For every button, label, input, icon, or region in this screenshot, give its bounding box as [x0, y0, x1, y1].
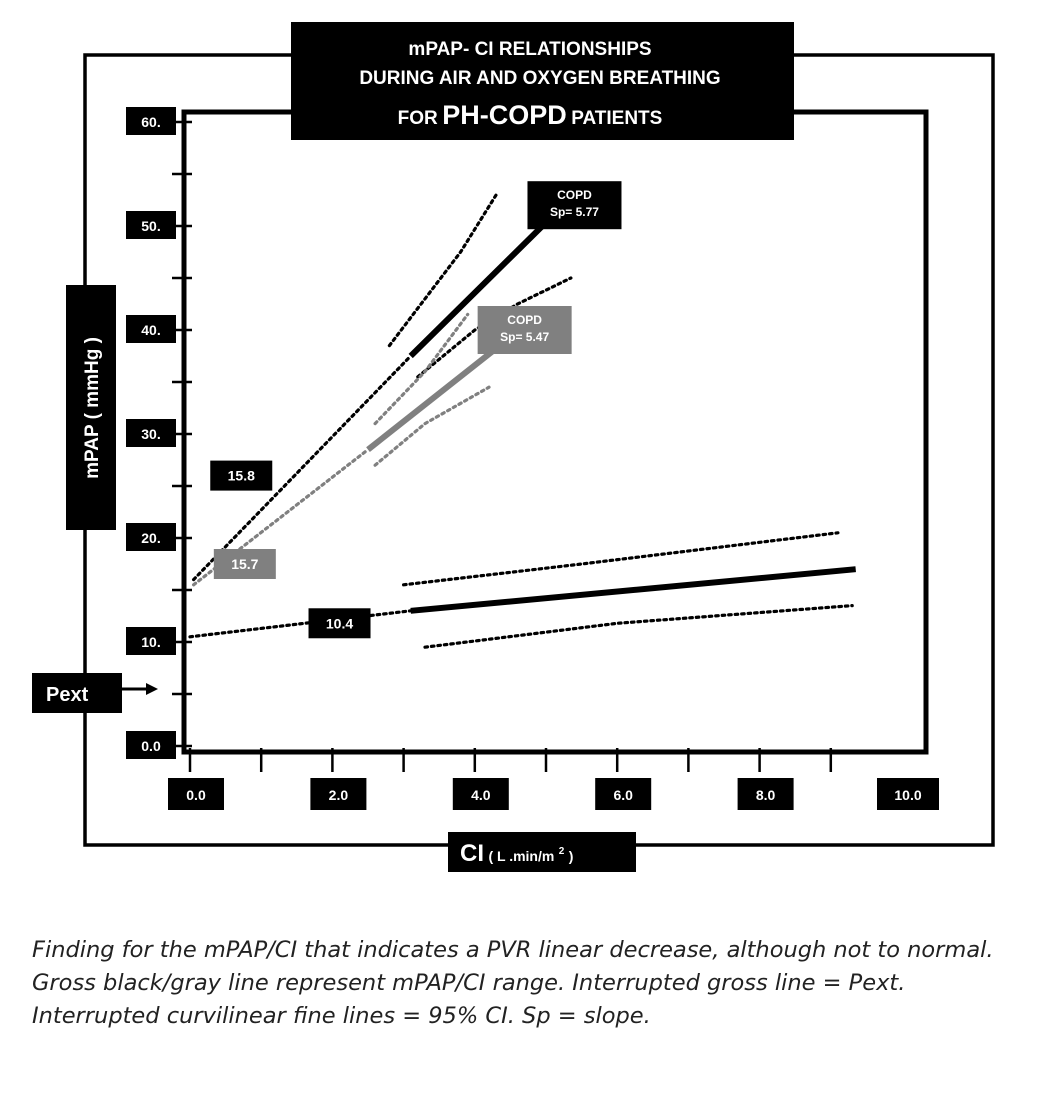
y-tick-label: [126, 523, 176, 551]
x-tick-text: 0.0: [186, 787, 206, 803]
figure-caption: [32, 934, 1022, 1033]
x-label-unit: ( L .min/m: [488, 848, 555, 864]
y-tick-text: 40.: [141, 322, 161, 338]
pext-label: Pext: [46, 684, 89, 706]
x-tick-text: 6.0: [613, 787, 633, 803]
annotation-text: COPD: [507, 313, 542, 327]
x-tick-label: [310, 778, 366, 810]
y-tick-labels: [126, 107, 176, 759]
title-line-3-suffix: PATIENTS: [571, 108, 663, 129]
x-tick-text: 4.0: [471, 787, 491, 803]
x-tick-text: 2.0: [328, 787, 349, 803]
y-tick-label: [126, 627, 176, 655]
y-tick-label: [126, 211, 176, 239]
annotation-text: Sp= 5.77: [549, 205, 599, 220]
caption-text: Finding for the mPAP/CI that indicates a PVR linear decrease, although not to normal. Gross black/gray line represent mPAP/CI range. Interrupted gross line = Pext. Interrupted curvilinear fine lines = 95% CI. Sp = slope.: [32, 937, 994, 1030]
x-label-main: CI: [460, 840, 484, 867]
pext-marker: [32, 673, 158, 713]
annotation-text: COPD: [557, 188, 592, 203]
title-line-3-prefix: FOR: [397, 108, 438, 129]
x-tick-labels: [168, 778, 939, 810]
series-normal-ci-lower: [425, 606, 852, 648]
x-tick-label: [453, 778, 509, 810]
x-label-unit-sup: 2: [558, 846, 565, 857]
annotation-text: 15.7: [231, 556, 259, 572]
x-tick-label: [738, 778, 794, 810]
x-tick-text: 8.0: [755, 787, 776, 803]
y-tick-label: [126, 419, 176, 447]
x-tick-text: 10.0: [894, 787, 922, 803]
y-tick-label: [126, 107, 176, 135]
x-tick-label: [168, 778, 224, 810]
y-tick-text: 50.: [141, 218, 161, 234]
y-label-text: mPAP ( mmHg ): [82, 337, 103, 479]
y-tick-label: [126, 731, 176, 759]
y-tick-text: 10.: [141, 634, 161, 650]
annotation-o2-slope: [478, 306, 572, 354]
y-axis-label: [66, 285, 116, 530]
outer-frame: [85, 55, 993, 845]
x-tick-label: [877, 778, 939, 810]
pext-arrow-head: [146, 683, 158, 695]
x-tick-label: [595, 778, 651, 810]
chart-title: [291, 22, 794, 140]
annotation-text: 10.4: [325, 615, 354, 632]
title-line-3-main: PH-COPD: [442, 100, 567, 130]
y-tick-text: 30.: [141, 426, 161, 442]
y-tick-text: 20.: [141, 530, 161, 546]
x-axis-label: [448, 832, 636, 872]
annotation-normal-intercept: [309, 608, 371, 638]
series-layer: [190, 195, 856, 647]
annotation-text: Sp= 5.47: [500, 330, 550, 344]
axis-ticks: [172, 122, 831, 772]
annotation-text: 15.8: [227, 467, 255, 484]
title-line-1: mPAP- CI RELATIONSHIPS: [408, 39, 652, 60]
annotation-air-slope: [527, 181, 621, 229]
x-label-unit-close: ): [568, 848, 574, 864]
title-line-2: DURING AIR AND OXYGEN BREATHING: [359, 68, 721, 89]
series-normal-extrap: [190, 611, 411, 637]
annotation-o2-intercept: [214, 549, 276, 579]
y-tick-text: 60.: [141, 114, 161, 130]
y-tick-label: [126, 315, 176, 343]
y-tick-text: 0.0: [141, 738, 161, 754]
annotation-air-intercept: [210, 461, 272, 491]
